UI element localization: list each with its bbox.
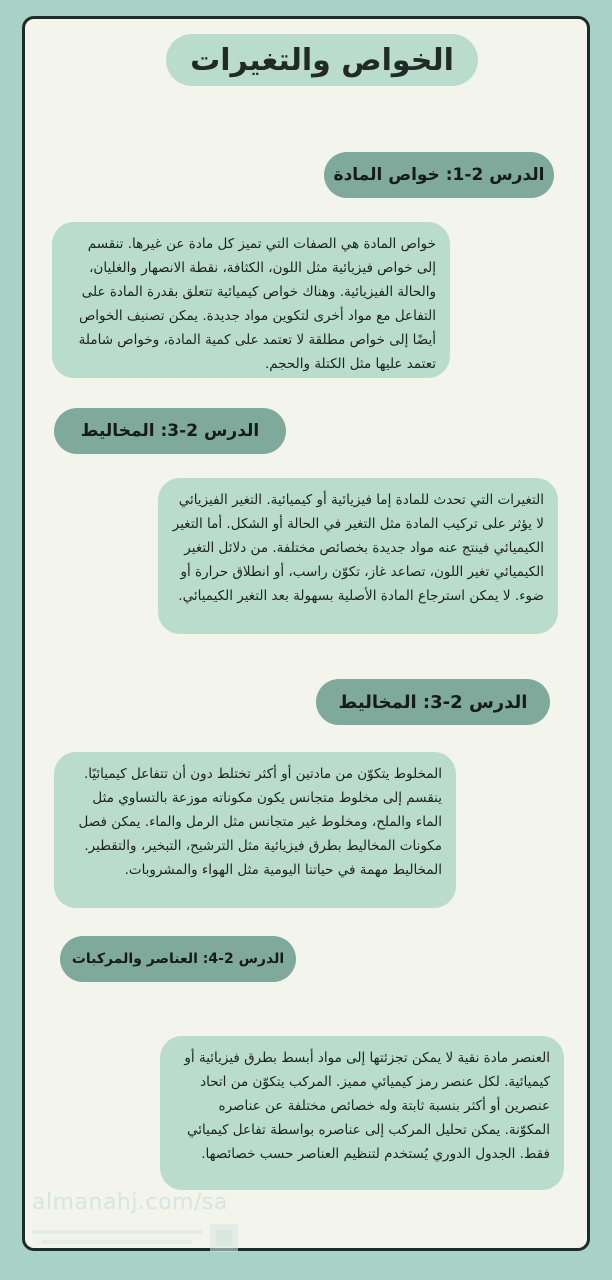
lesson-heading-2-3: الدرس 2-3: المخاليط — [316, 679, 550, 725]
lesson-heading-2-1: الدرس 2-1: خواص المادة — [324, 152, 554, 198]
watermark-url: almanahj.com/sa — [32, 1190, 228, 1215]
lesson-card-2-2: التغيرات التي تحدث للمادة إما فيزيائية أو كيميائية. التغير الفيزيائي لا يؤثر على تركيب المادة مثل التغير في الحالة أو الشكل. أما التغير الكيميائي فينتج عنه مواد جديدة بخصائص مختلفة. من دلائل التغير الكيميائي تغير اللون، تصاعد غاز، تكوّن راسب، أو انطلاق حرارة أو ضوء. لا يمكن استرجاع المادة الأصلية بسهولة بعد التغير الكيميائي. — [158, 478, 558, 634]
lesson-heading-2-2: الدرس 2-3: المخاليط — [54, 408, 286, 454]
lesson-heading-2-4: الدرس 2-4: العناصر والمركبات — [60, 936, 296, 982]
lesson-card-2-1: خواص المادة هي الصفات التي تميز كل مادة عن غيرها. تنقسم إلى خواص فيزيائية مثل اللون، الكثافة، نقطة الانصهار والغليان، والحالة الفيزيائية. وهناك خواص كيميائية تتعلق بقدرة المادة على التفاعل مع مواد أخرى لتكوين مواد جديدة. يمكن تصنيف الخواص أيضًا إلى خواص مطلقة لا تعتمد على كمية المادة، وخواص شاملة تعتمد عليها مثل الكتلة والحجم. — [52, 222, 450, 378]
lesson-card-2-3: المخلوط يتكوّن من مادتين أو أكثر تختلط دون أن تتفاعل كيميائيًا. ينقسم إلى مخلوط متجانس يكون مكوناته موزعة بالتساوي مثل الماء والملح، ومخلوط غير متجانس مثل الرمل والماء. يمكن فصل مكونات المخاليط بطرق فيزيائية مثل الترشيح، التبخير، والتقطير. المخاليط مهمة في حياتنا اليومية مثل الهواء والمشروبات. — [54, 752, 456, 908]
page-title: الخواص والتغيرات — [166, 34, 478, 86]
lesson-card-2-4: العنصر مادة نقية لا يمكن تجزئتها إلى مواد أبسط بطرق فيزيائية أو كيميائية. لكل عنصر رمز كيميائي مميز. المركب يتكوّن من اتحاد عنصرين أو أكثر بنسبة ثابتة وله خصائص مختلفة عن عناصره المكوّنة. يمكن تحليل المركب إلى عناصره بواسطة تفاعل كيميائي فقط. الجدول الدوري يُستخدم لتنظيم العناصر حسب خصائصها. — [160, 1036, 564, 1190]
